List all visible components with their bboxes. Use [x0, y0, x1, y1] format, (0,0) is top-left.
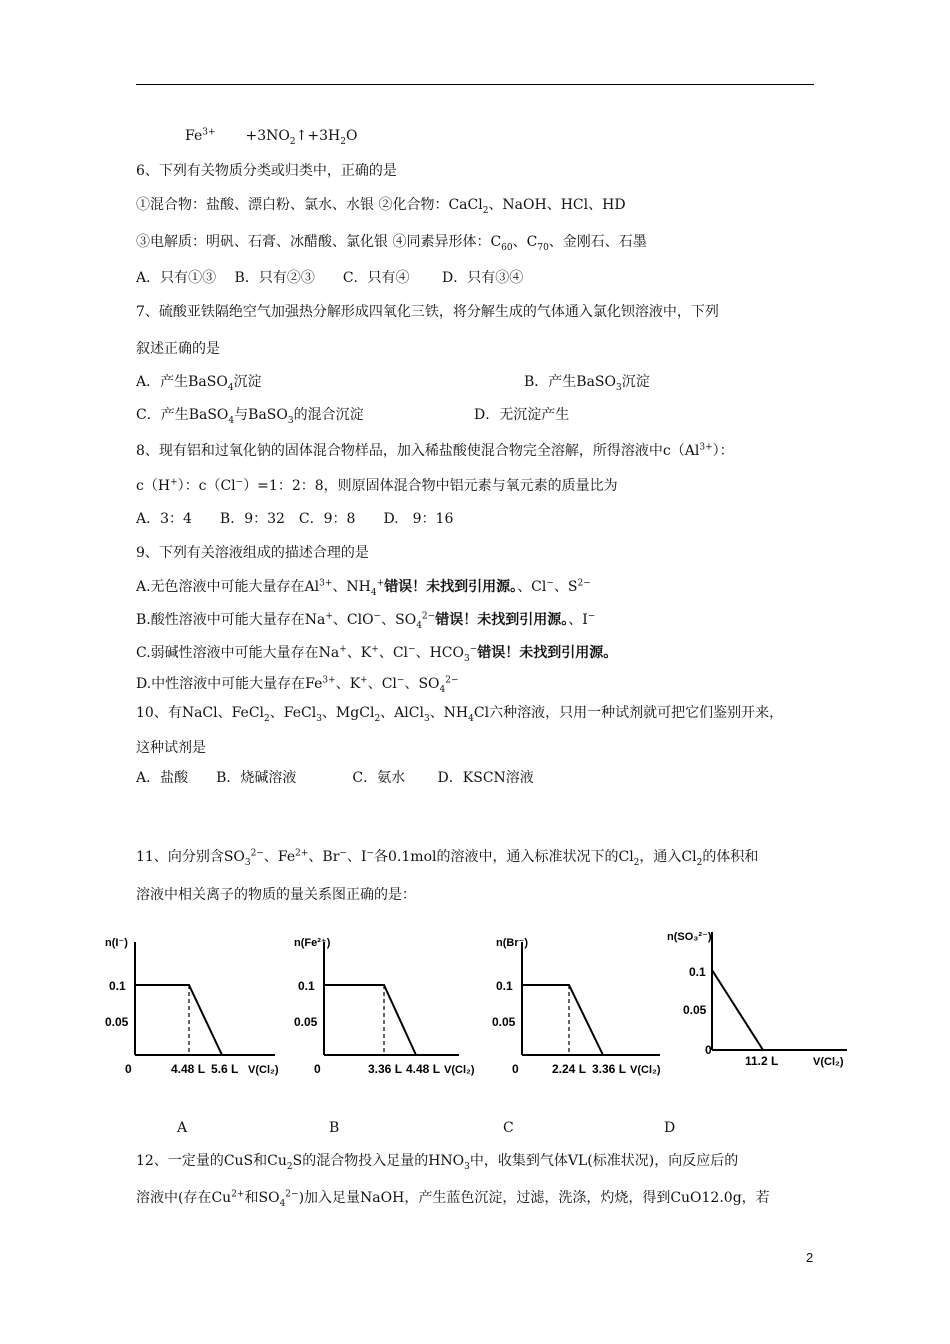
- graph-d-label: D: [664, 1120, 676, 1136]
- q7-stem-2: 叙述正确的是: [136, 341, 220, 357]
- q9-stem: 9、下列有关溶液组成的描述合理的是: [136, 545, 369, 561]
- graph-c-xtick-1: 2.24 L: [552, 1062, 587, 1076]
- q7-option-c: C．产生BaSO$_4$与BaSO$_3$的混合沉淀: [136, 407, 364, 426]
- q9-option-c: C.弱碱性溶液中可能大量存在Na+、K+、Cl−、$HCO_3^-$错误！未找到引用源。: [136, 644, 618, 664]
- graph-a-origin: 0: [125, 1062, 132, 1076]
- graph-d-ytick-2: 0.05: [683, 1003, 707, 1017]
- graph-d-xlabel: V(Cl₂): [813, 1056, 844, 1068]
- graph-a-xlabel: V(Cl₂): [248, 1064, 279, 1076]
- graph-b-ylabel: n(Fe²⁺): [294, 937, 331, 949]
- q6-line1: ①混合物：盐酸、漂白粉、氯水、水银 ②化合物：CaCl$_2$、NaOH、HCl、HD: [136, 197, 626, 216]
- q12-stem-1: 12、一定量的CuS和$Cu_2S$的混合物投入足量的$HNO_3$中，收集到气体VL(标准状况)，向反应后的: [136, 1153, 739, 1172]
- graph-c-ytick-1: 0.1: [496, 979, 513, 993]
- graph-a-label: A: [177, 1120, 188, 1136]
- q8-options: A．3：4 B．9：32 C．9：8 D. 9：16: [136, 511, 454, 527]
- graph-a-xtick-2: 5.6 L: [211, 1062, 239, 1076]
- q11-stem-2: 溶液中相关离子的物质的量关系图正确的是：: [136, 887, 416, 903]
- graph-a: [105, 930, 285, 1084]
- graph-a-ylabel: n(I⁻): [105, 937, 128, 949]
- graph-d-xtick-1: 11.2 L: [745, 1054, 779, 1068]
- q8-stem-2: c（H+）：c（Cl−）=1：2：8，则原固体混合物中铝元素与氧元素的质量比为: [136, 477, 618, 494]
- graph-b: [294, 930, 474, 1084]
- graph-c-ytick-2: 0.05: [492, 1015, 516, 1029]
- graph-c-label: C: [503, 1120, 514, 1136]
- page-number: 2: [806, 1250, 814, 1265]
- graph-a-ytick-2: 0.05: [105, 1015, 129, 1029]
- graph-b-xlabel: V(Cl₂): [444, 1064, 474, 1076]
- graph-d: [665, 922, 855, 1076]
- header-rule: [136, 84, 814, 85]
- q6-options: A．只有①③ B．只有②③ C．只有④ D．只有③④: [136, 270, 524, 286]
- q6-stem: 6、下列有关物质分类或归类中，正确的是: [136, 163, 397, 179]
- q7-option-a: A．产生BaSO$_4$沉淀: [136, 374, 262, 393]
- graph-b-ytick-1: 0.1: [298, 979, 315, 993]
- q7-option-b: B．产生BaSO$_3$沉淀: [524, 374, 650, 393]
- q9-option-b: B.酸性溶液中可能大量存在Na+、ClO−、$SO_4^{2-}$错误！未找到引用源。、I−: [136, 611, 596, 631]
- graph-a-ytick-1: 0.1: [109, 979, 126, 993]
- q9-option-a: A.无色溶液中可能大量存在$Al^{3+}$、$NH_4^+$错误！未找到引用源。、Cl−、$S^{2-}$: [136, 578, 591, 598]
- equation-fragment: $Fe^{3+}$ $+3NO_2↑+3H_2O$: [185, 127, 358, 147]
- graph-c: [472, 930, 672, 1084]
- q10-options: A．盐酸 B．烧碱溶液 C．氨水 D．KSCN溶液: [136, 770, 534, 786]
- graph-c-xlabel: V(Cl₂): [630, 1064, 661, 1076]
- q7-stem-1: 7、硫酸亚铁隔绝空气加强热分解形成四氧化三铁，将分解生成的气体通入氯化钡溶液中，下列: [136, 304, 719, 320]
- q10-stem-2: 这种试剂是: [136, 740, 206, 756]
- graph-d-ylabel: n(SO₃²⁻): [667, 931, 712, 943]
- q9-option-d: D.中性溶液中可能大量存在$Fe^{3+}$、K+、Cl−、$SO_4^{2-}$: [136, 675, 459, 695]
- graph-b-label: B: [329, 1120, 340, 1136]
- graph-c-ylabel: n(Br⁻): [496, 937, 529, 949]
- q6-line2: ③电解质：明矾、石膏、冰醋酸、氯化银 ④同素异形体：$C_{60}$、$C_{70}$、金刚石、石墨: [136, 234, 647, 253]
- q12-stem-2: 溶液中(存在$Cu^{2+}$和$SO_4^{2-}$)加入足量NaOH，产生蓝色沉淀，过滤，洗涤，灼烧，得到CuO12.0g，若: [136, 1189, 770, 1209]
- graph-b-ytick-2: 0.05: [294, 1015, 318, 1029]
- graph-d-ytick-1: 0.1: [689, 965, 706, 979]
- q7-option-d: D．无沉淀产生: [474, 407, 570, 423]
- graph-d-origin: 0: [705, 1043, 712, 1057]
- q11-stem-1: 11、向分别含$SO_3^{2-}$、$Fe^{2+}$、Br−、I−各0.1mol的溶液中，通入标准状况下的$Cl_2$，通入$Cl_2$的体积和: [136, 848, 759, 868]
- graph-b-xtick-1: 3.36 L: [368, 1062, 403, 1076]
- graph-a-xtick-1: 4.48 L: [171, 1062, 206, 1076]
- graph-b-origin: 0: [314, 1062, 321, 1076]
- q8-stem-1: 8、现有铝和过氧化钠的固体混合物样品，加入稀盐酸使混合物完全溶解，所得溶液中$c(Al^{3+})$：: [136, 442, 734, 459]
- graph-c-xtick-2: 3.36 L: [592, 1062, 627, 1076]
- graph-c-origin: 0: [512, 1062, 519, 1076]
- graph-b-xtick-2: 4.48 L: [406, 1062, 441, 1076]
- q10-stem-1: 10、有NaCl、FeCl$_2$、FeCl$_3$、MgCl$_2$、AlCl$_3$、$NH_4Cl$六种溶液，只用一种试剂就可把它们鉴别开来，: [136, 705, 784, 724]
